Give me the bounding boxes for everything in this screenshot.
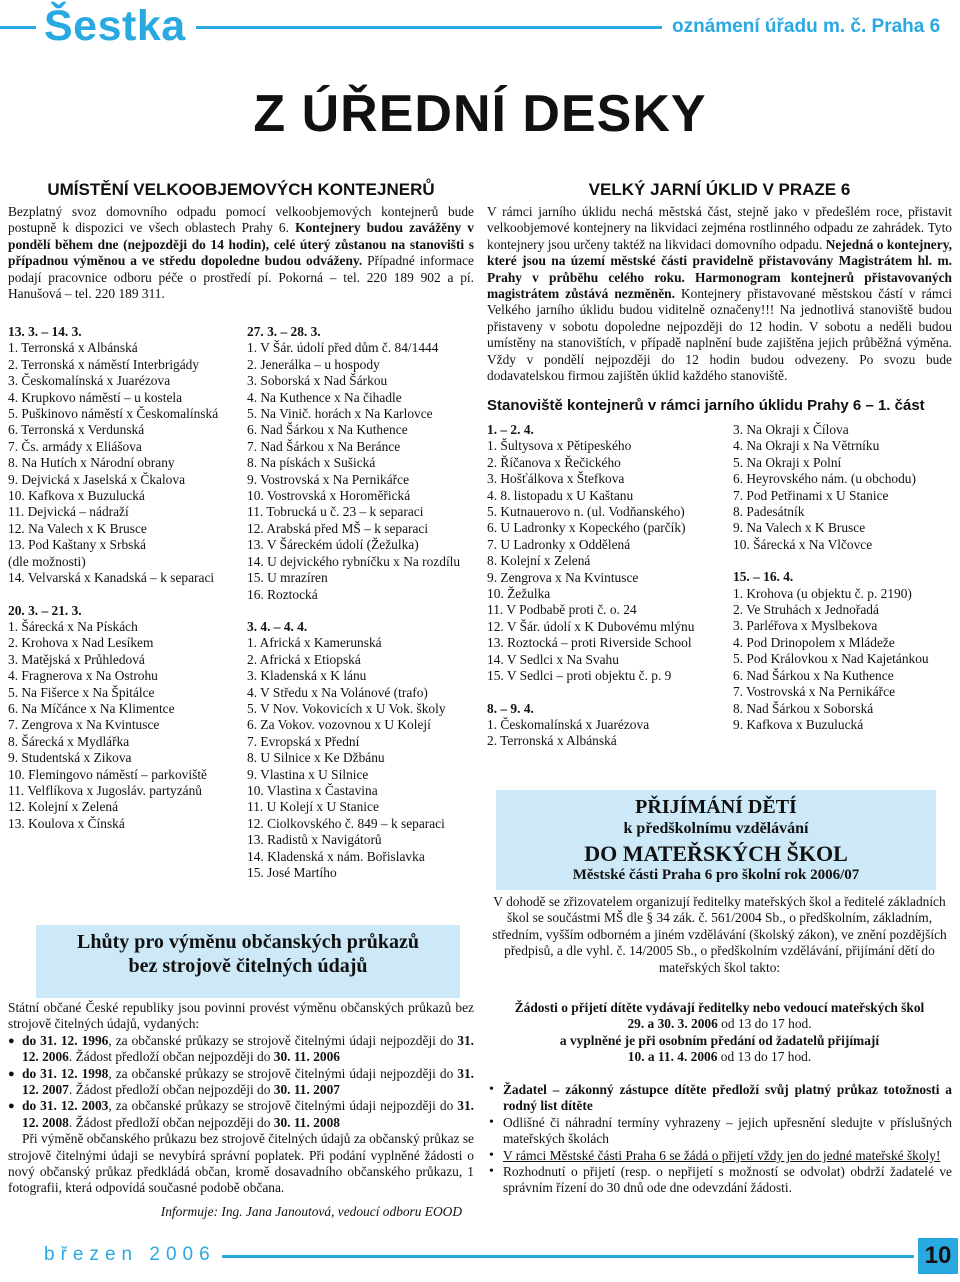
containers-list-col2	[247, 324, 477, 881]
kindergarten-title-2: DO MATEŘSKÝCH ŠKOL	[584, 841, 848, 866]
list-item: 14. Velvarská x Kanadská – k separaci	[8, 570, 215, 586]
list-item: 13. Pod Kaštany x Srbská	[8, 537, 146, 553]
kindergarten-subtitle: k předškolnímu vzdělávání	[623, 820, 809, 837]
list-item: 12. Arabská před MŠ – k separaci	[247, 520, 429, 536]
deadline-item	[8, 1033, 474, 1066]
list-item: 7. Čs. armády x Eliášova	[8, 438, 142, 454]
list-item: 4. Na Kuthence x Na čihadle	[247, 389, 402, 405]
submit-hours: od 13 do 17 hod.	[717, 1049, 812, 1065]
list-item: 5. Na Vinič. horách x Na Karlovce	[247, 406, 433, 422]
stations-list-col1	[487, 422, 727, 750]
list-item: 9. Studentská x Zikova	[8, 750, 132, 766]
list-item: 10. Vostrovská x Horoměřická	[247, 488, 411, 504]
list-date-heading: 3. 4. – 4. 4.	[247, 618, 308, 634]
list-date-heading: 1. – 2. 4.	[487, 422, 534, 437]
list-item: 15. V Sedlci – proti objektu č. p. 9	[487, 668, 672, 684]
list-item: 10. Žežulka	[487, 586, 551, 602]
list-item: 2. Terronská x Albánská	[487, 733, 617, 749]
list-item: 8. Na pískách x Sušická	[247, 455, 376, 471]
header-rule-left	[0, 26, 36, 29]
list-item: 11. Dejvická – nádraží	[8, 504, 129, 520]
list-item: 9. Na Valech x K Brusce	[733, 520, 866, 536]
spring-cleanup-intro	[487, 204, 952, 384]
deadline-bold1: do 31. 12. 2003	[22, 1098, 109, 1114]
list-item: 14. U dejvického rybníčku x Na rozdílu	[247, 553, 461, 569]
list-item: 5. Na Fišerce x Na Špitálce	[8, 684, 155, 700]
list-item: 1. V Šár. údolí před dům č. 84/1444	[247, 340, 439, 356]
kindergarten-school-year: Městské části Praha 6 pro školní rok 2006/07	[572, 867, 860, 883]
list-item: 7. Nad Šárkou x Na Beránce	[247, 438, 401, 454]
list-spacer	[487, 685, 727, 701]
list-item: 3. Kladenská x K lánu	[247, 668, 367, 684]
list-item: 8. Kolejní x Zelená	[487, 553, 591, 569]
cleanup-bold-text: Nejedná o kontejnery, které jsou na území městské části pravidelně přistavovány Magistrátem hl. m. Prahy v průběhu celého roku. Harmonogram kontejnerů přistavovaných magistrátem zůstává nezměněn.	[487, 236, 952, 302]
containers-title: UMÍSTĚNÍ VELKOOBJEMOVÝCH KONTEJNERŮ	[47, 180, 435, 199]
list-item: 1. Terronská x Albánská	[8, 340, 138, 356]
list-item: 7. Vostrovská x Na Pernikářce	[733, 684, 896, 700]
intro-bold-text: Kontejnery budou zavážěny v pondělí během dne (nejpozději do 14 hodin), celé úterý zůstanou na stanovišti s případnou výměnou a ve středu dopoledne budou odváženy.	[8, 220, 475, 269]
page-title: Z ÚŘEDNÍ DESKY	[253, 85, 707, 143]
deadline-bold1: do 31. 12. 1996	[22, 1032, 109, 1048]
list-item: 14. Kladenská x nám. Bořislavka	[247, 848, 425, 864]
list-item: 9. Vostrovská x Na Pernikářce	[247, 471, 410, 487]
issue-date: březen 2006	[44, 1244, 216, 1265]
list-item: 7. Evropská x Přední	[247, 733, 360, 749]
list-item: 10. Šárecká x Na Vlčovce	[733, 536, 873, 552]
stations-list-col2	[733, 422, 955, 733]
list-item: 2. Terronská x náměstí Interbrigády	[8, 356, 200, 372]
magazine-logo: Šestka	[44, 2, 186, 50]
deadline-item	[8, 1066, 474, 1099]
list-item: 9. Zengrova x Na Kvintusce	[487, 569, 639, 585]
list-item: 6. Na Míčánce x Na Klimentce	[8, 700, 175, 716]
id-cards-intro: Státní občané České republiky jsou povinni provést výměnu občanských průkazů bez strojově čitelných údajů, vydaných:	[8, 1000, 474, 1032]
list-item: 5. V Nov. Vokovicích x U Vok. školy	[247, 700, 446, 716]
list-item: 11. Velflíkova x Jugosláv. partyzánů	[8, 782, 202, 798]
list-item: 12. Ciolkovského č. 849 – k separaci	[247, 815, 445, 831]
cleanup-text-2: Kontejnery přistavované městskou částí v rámci Velkého jarního úklidu budou viditelně označeny!!! Na jednotlivá stanoviště budou přistaveny v sobotu dopoledne nejpozději do 12 hodin. V sobotu a neděli budou umístěny na stanovištích, v případě naplnění bude zajištěna jejich průběžná výměna. Vždy v pondělí nejpozději do 12 hodin budou odvezeny. Po svozu bude dodavatelskou firmou zajištěn úklid každého stanoviště.	[487, 286, 953, 384]
id-cards-body	[8, 1000, 474, 1197]
list-item: 15. José Martího	[247, 865, 337, 880]
list-item: 6. Nad Šárkou x Na Kuthence	[247, 422, 408, 438]
list-item: 4. Fragnerova x Na Ostrohu	[8, 668, 158, 684]
list-item: 5. Na Okraji x Polní	[733, 454, 842, 470]
deadline-mid: , za občanské průkazy se strojově čitelnými údaji nejpozději do	[108, 1032, 458, 1048]
list-item: 3. Na Okraji x Čílova	[733, 422, 849, 437]
spring-cleanup-title: VELKÝ JARNÍ ÚKLID V PRAZE 6	[588, 180, 851, 199]
list-item: 7. Zengrova x Na Kvintusce	[8, 717, 160, 733]
list-item: 13. Koulova x Čínská	[8, 815, 125, 831]
list-item: 15. U mrazíren	[247, 570, 328, 586]
deadline-mid: , za občanské průkazy se strojově čitelnými údaji nejpozději do	[108, 1098, 458, 1114]
header-rule	[196, 26, 662, 29]
list-item: 6. Terronská x Verdunská	[8, 422, 145, 438]
list-item: 8. Na Hutích x Národní obrany	[8, 455, 175, 471]
deadline-mid2: . Žádost předloží občan nejpozději do	[68, 1082, 274, 1098]
list-item: 1. Šárecká x Na Pískách	[8, 618, 138, 634]
list-item: 4. 8. listopadu x U Kaštanu	[487, 487, 634, 503]
deadline-bold3: 30. 11. 2006	[273, 1049, 340, 1065]
deadline-bold2: 31. 12. 2008	[22, 1098, 474, 1130]
list-item: 12. Na Valech x K Brusce	[8, 520, 147, 536]
list-item: 2. Krohova x Nad Lesíkem	[8, 635, 154, 651]
list-item: 5. Puškinovo náměstí x Českomalínská	[8, 406, 219, 422]
kindergarten-dates	[487, 1000, 952, 1066]
kindergarten-bullet	[487, 1082, 952, 1115]
list-item: 9. Kafkova x Buzulucká	[733, 716, 864, 732]
kindergarten-body: V dohodě se zřizovatelem organizují ředitelky mateřských škol a ředitelé základních škol se součástmi MŠ dle § 34 zák. č. 561/2004 Sb., o předškolním, základním, středním, vyšším odborném a jiném vzdělávání (školský zákon), ve znění pozdějších předpisů, a dle vyhl. č. 14/2005 Sb., o předškolním vzdělávání, přijímání dětí do mateřských škol takto:	[492, 894, 947, 975]
list-date-heading: 15. – 16. 4.	[733, 569, 794, 585]
containers-list-col1	[8, 324, 233, 832]
id-cards-deadlines	[8, 1033, 474, 1131]
footer-rule	[222, 1255, 914, 1258]
list-item: 11. U Kolejí x U Stanice	[247, 799, 379, 815]
list-item: 1. Africká x Kamerunská	[247, 635, 382, 651]
list-item: 1. Šultysova x Pětipeského	[487, 438, 632, 454]
id-cards-title-line1: Lhůty pro výměnu občanských průkazů	[77, 931, 419, 953]
list-item: 13. V Šáreckém údolí (Žežulka)	[247, 537, 419, 553]
deadline-mid: , za občanské průkazy se strojově čitelnými údaji nejpozději do	[108, 1065, 458, 1081]
kindergarten-bullet	[487, 1115, 952, 1148]
list-date-heading: 27. 3. – 28. 3.	[247, 324, 321, 339]
deadline-bold3: 30. 11. 2007	[273, 1082, 340, 1098]
deadline-bold1: do 31. 12. 1998	[22, 1065, 109, 1081]
deadline-bold2: 31. 12. 2006	[22, 1032, 474, 1065]
list-item: 2. Africká x Etiopská	[247, 651, 361, 667]
kindergarten-bullet-list	[487, 1082, 952, 1197]
issue-dates: 29. a 30. 3. 2006	[627, 1016, 718, 1032]
list-item: 8. Šárecká x Mydlářka	[8, 733, 130, 749]
list-date-heading: 8. – 9. 4.	[487, 700, 534, 716]
bullet-text: Odlišné či náhradní termíny vyhrazeny – jejich upřesnění sledujte v příslušných mateřských školách	[503, 1114, 952, 1147]
list-item: 3. Soborská x Nad Šárkou	[247, 373, 388, 389]
list-item: 4. Krupkovo náměstí – u kostela	[8, 389, 183, 405]
list-item: 12. Kolejní x Zelená	[8, 799, 119, 815]
intro-contact-text: Případné informace podají pracovnice odboru péče o prostředí pí. Pokorná – tel. 220 189 902 a pí. Hanušová – tel. 220 189 311.	[8, 253, 475, 302]
list-item: 4. V Středu x Na Volánové (trafo)	[247, 684, 428, 700]
kindergarten-bullets	[487, 1082, 952, 1197]
id-cards-title-line2: bez strojově čitelných údajů	[128, 955, 368, 977]
cleanup-text: V rámci jarního úklidu nechá městská část, stejně jako v předešlém roce, přistavit velkoobjemové kontejnery na likvidaci zejména rostlinného odpadu ze zahrádek. Tyto kontejnery jsou určeny taktéž na likvidaci domovního odpadu.	[487, 204, 952, 252]
list-item: 14. V Sedlci x Na Svahu	[487, 651, 619, 667]
containers-intro	[8, 204, 474, 302]
list-item: 5. Kutnauerovo n. (ul. Vodňanského)	[487, 504, 685, 520]
list-item: 2. Jenerálka – u hospody	[247, 356, 380, 372]
list-item: 9. Dejvická x Jaselská x Čkalova	[8, 471, 186, 487]
list-item: 6. Heyrovského nám. (u obchodu)	[733, 471, 916, 487]
page-number: 10	[918, 1238, 958, 1274]
deadline-item	[8, 1098, 474, 1131]
list-item: 3. Hošťálkova x Štefkova	[487, 471, 625, 487]
list-item: 5. Pod Královkou x Nad Kajetánkou	[733, 651, 929, 667]
issue-hours: od 13 do 17 hod.	[717, 1016, 812, 1032]
intro-text: Bezplatný svoz domovního odpadu pomocí velkoobjemových kontejnerů bude postupně k dispozici ve všech oblastech Prahy 6.	[8, 204, 474, 236]
list-item: 11. Tobrucká u č. 23 – k separaci	[247, 504, 424, 520]
stations-title: Stanoviště kontejnerů v rámci jarního úklidu Prahy 6 – 1. část	[487, 397, 925, 414]
bullet-text: Žadatel – zákonný zástupce dítěte předloží svůj platný průkaz totožnosti a rodný list dítěte	[503, 1082, 952, 1114]
list-spacer	[247, 603, 477, 619]
list-item: 2. Ve Struhách x Jednořadá	[733, 602, 879, 618]
list-item: 10. Flemingovo náměstí – parkoviště	[8, 766, 207, 782]
list-item: 8. Nad Šárkou x Soborská	[733, 700, 874, 716]
list-item: 16. Roztocká	[247, 586, 318, 602]
list-item: 13. Roztocká – proti Riverside School	[487, 635, 692, 651]
list-item: 13. Radistů x Navigátorů	[247, 832, 382, 848]
deadline-bold2: 31. 12. 2007	[22, 1065, 474, 1098]
list-spacer	[733, 553, 955, 569]
list-item: 4. Pod Drinopolem x Mládeže	[733, 634, 895, 650]
kindergarten-bullet	[487, 1148, 952, 1164]
list-item: 3. Parléřova x Myslbekova	[733, 618, 878, 634]
list-item: 1. Krohova (u objektu č. p. 2190)	[733, 585, 912, 601]
list-spacer	[8, 587, 233, 603]
application-issue-text: Žádosti o přijetí dítěte vydávají ředitelky nebo vedoucí mateřských škol	[514, 1000, 925, 1015]
submit-dates: 10. a 11. 4. 2006	[627, 1049, 718, 1065]
list-item: 1. Českomalínská x Juarézova	[487, 716, 650, 732]
id-cards-outro: Při výměně občanského průkazu bez strojově čitelných údajů za občanský průkaz se strojově čitelnými údaji se nevybírá správní poplatek. Při podání vyplněné žádosti o nový občanský průkaz předkládá občan, kromě dosavadního občanského průkazu, 1 fotografii, která odpovídá současné podobě občana.	[8, 1131, 474, 1196]
list-item: 12. V Šár. údolí x K Dubovému mlýnu	[487, 618, 695, 634]
kindergarten-bullet	[487, 1164, 952, 1197]
list-item: (dle možnosti)	[8, 553, 86, 569]
list-item: 4. Na Okraji x Na Větrníku	[733, 438, 880, 454]
list-item: 10. Vlastina x Častavina	[247, 782, 378, 798]
list-item: 3. Českomalínská x Juarézova	[8, 373, 171, 389]
application-submit-text: a vyplněné je při osobním předání od žadatelů přijímají	[559, 1032, 880, 1048]
list-item: 8. U Silnice x Ke Džbánu	[247, 750, 385, 766]
id-cards-title	[36, 930, 460, 978]
list-item: 11. V Podbabě proti č. o. 24	[487, 602, 637, 618]
list-item: 9. Vlastina x U Silnice	[247, 766, 369, 782]
list-item: 6. Nad Šárkou x Na Kuthence	[733, 667, 894, 683]
list-item: 7. Pod Petřinami x U Stanice	[733, 487, 889, 503]
deadline-bold3: 30. 11. 2008	[273, 1114, 340, 1130]
list-item: 6. Za Vokov. vozovnou x U Kolejí	[247, 717, 431, 733]
list-item: 7. U Ladronky x Oddělená	[487, 536, 631, 552]
list-item: 3. Matějská x Průhledová	[8, 651, 145, 667]
bullet-text: Rozhodnutí o přijetí (resp. o nepřijetí s možností se odvolat) obdrží žadatelé ve správním řízení do 30 dnů ode dne odevzdání žádosti.	[503, 1164, 952, 1196]
id-cards-signature: Informuje: Ing. Jana Janoutová, vedoucí odboru EOOD	[160, 1204, 462, 1219]
list-item: 8. Padesátník	[733, 504, 805, 520]
list-date-heading: 20. 3. – 21. 3.	[8, 602, 82, 618]
deadline-mid2: . Žádost předloží občan nejpozději do	[68, 1049, 274, 1065]
bullet-text: V rámci Městské části Praha 6 se žádá o přijetí vždy jen do jedné mateřské školy!	[503, 1147, 941, 1163]
header-subtitle: oznámení úřadu m. č. Praha 6	[672, 16, 941, 37]
kindergarten-title: PŘIJÍMÁNÍ DĚTÍ	[635, 796, 797, 818]
list-date-heading: 13. 3. – 14. 3.	[8, 324, 82, 339]
deadline-mid2: . Žádost předloží občan nejpozději do	[68, 1114, 274, 1130]
list-item: 2. Říčanova x Řečického	[487, 454, 621, 470]
list-item: 6. U Ladronky x Kopeckého (parčík)	[487, 520, 686, 536]
list-item: 10. Kafkova x Buzulucká	[8, 488, 145, 504]
